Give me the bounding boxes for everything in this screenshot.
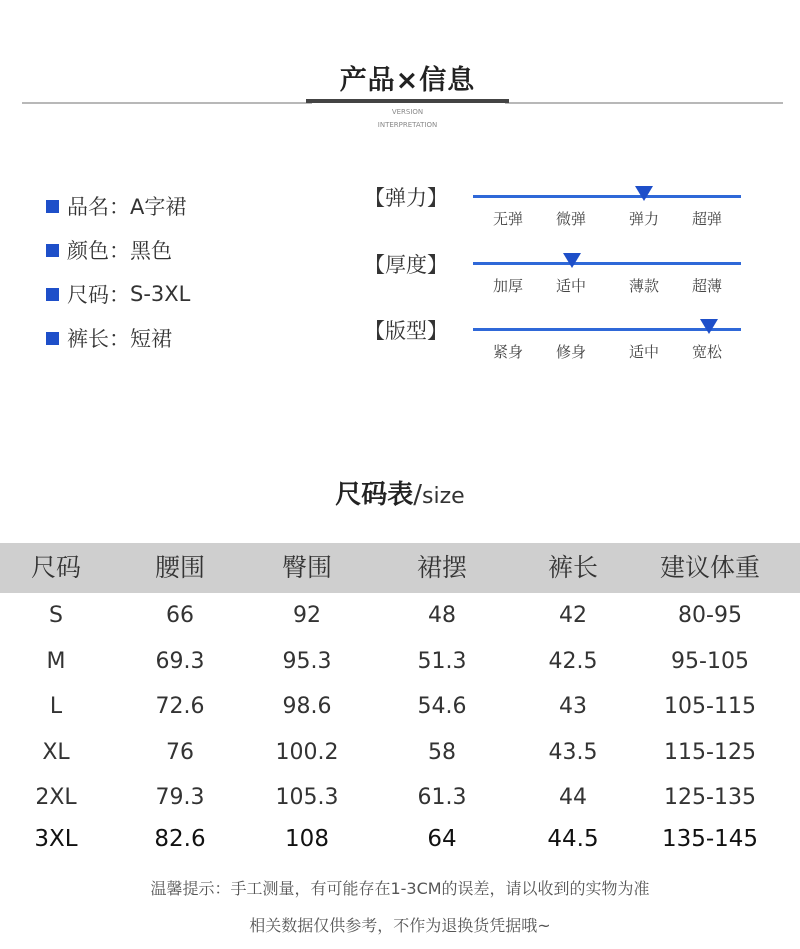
size-chart-title-separator: / [413, 480, 423, 510]
attr-label-elasticity: 【弹力】 [364, 186, 448, 210]
size-label-cell: S [49, 603, 63, 628]
table-cell: 58 [428, 740, 456, 765]
header-rule-left [22, 102, 312, 104]
column-header: 尺码 [30, 553, 81, 582]
attr-option: 超弹 [691, 210, 722, 228]
info-item-name [46, 191, 186, 221]
info-key: 品名 [67, 195, 109, 219]
attr-option: 紧身 [492, 343, 523, 361]
attr-option: 适中 [628, 343, 659, 361]
attr-option: 超薄 [691, 277, 722, 295]
size-label-cell: L [49, 694, 63, 719]
info-item-length [46, 323, 172, 353]
table-cell: 43 [559, 694, 587, 719]
size-chart-title [0, 474, 800, 511]
column-header: 裙摆 [416, 553, 467, 582]
attr-option: 微弹 [555, 210, 586, 228]
info-colon: ： [109, 195, 130, 219]
table-cell: 48 [428, 603, 456, 628]
table-cell: 95-105 [671, 649, 749, 674]
column-header: 腰围 [154, 553, 205, 582]
attr-marker-thickness [563, 253, 581, 268]
info-key: 裤长 [67, 327, 109, 351]
bullet-square-icon [46, 288, 59, 301]
table-cell: 80-95 [678, 603, 742, 628]
info-key: 尺码 [67, 283, 109, 307]
info-value: A字裙 [130, 195, 187, 219]
table-cell: 44.5 [547, 826, 599, 852]
info-item-color [46, 235, 172, 265]
size-chart-title-en: size [422, 484, 465, 509]
table-cell: 105-115 [664, 694, 756, 719]
attr-scale-thickness [473, 262, 741, 265]
attr-option: 无弹 [492, 210, 523, 228]
info-value: 短裙 [130, 327, 172, 351]
reference-note: 相关数据仅供参考，不作为退换货凭据哦~ [249, 916, 551, 935]
table-cell: 42 [559, 603, 587, 628]
table-cell: 42.5 [548, 649, 598, 674]
attr-option: 加厚 [492, 277, 523, 295]
attr-option: 修身 [555, 343, 586, 361]
bullet-square-icon [46, 332, 59, 345]
bullet-square-icon [46, 200, 59, 213]
info-colon: ： [109, 239, 130, 263]
subtitle-version: VERSION [391, 108, 424, 116]
measurement-note: 温馨提示：手工测量，有可能存在1-3CM的误差，请以收到的实物为准 [150, 879, 650, 898]
size-label-cell: 2XL [35, 785, 77, 810]
attr-scale-elasticity [473, 195, 741, 198]
attr-label-thickness: 【厚度】 [364, 253, 448, 277]
table-cell: 135-145 [661, 826, 759, 852]
table-cell: 43.5 [548, 740, 598, 765]
table-cell: 66 [166, 603, 194, 628]
attr-option: 适中 [555, 277, 586, 295]
table-cell: 100.2 [275, 740, 339, 765]
size-label-cell: M [46, 649, 66, 674]
column-header: 裤长 [547, 553, 598, 582]
table-cell: 44 [559, 785, 587, 810]
bullet-square-icon [46, 244, 59, 257]
table-cell: 115-125 [664, 740, 756, 765]
column-header: 建议体重 [659, 553, 760, 582]
table-cell: 79.3 [155, 785, 205, 810]
attr-label-fit: 【版型】 [364, 319, 448, 343]
subtitle-interpretation: INTERPRETATION [377, 121, 438, 129]
table-cell: 51.3 [417, 649, 467, 674]
info-item-size [46, 279, 190, 309]
column-header: 臀围 [281, 553, 332, 582]
info-colon: ： [109, 283, 130, 307]
attr-marker-elasticity [635, 186, 653, 201]
info-key: 颜色 [67, 239, 109, 263]
header-rule-right [505, 102, 783, 104]
table-cell: 92 [293, 603, 321, 628]
attr-option: 宽松 [691, 343, 722, 361]
table-cell: 76 [166, 740, 194, 765]
table-cell: 69.3 [155, 649, 205, 674]
info-value: S-3XL [130, 282, 191, 306]
table-cell: 64 [427, 826, 457, 852]
info-value: 黑色 [130, 239, 172, 263]
table-cell: 61.3 [417, 785, 467, 810]
table-cell: 72.6 [155, 694, 205, 719]
table-cell: 54.6 [417, 694, 467, 719]
attr-marker-fit [700, 319, 718, 334]
size-label-cell: 3XL [34, 826, 78, 852]
attr-option: 弹力 [628, 210, 659, 228]
table-cell: 105.3 [275, 785, 339, 810]
section-title: 产品×信息 [339, 65, 476, 96]
title-underline [306, 99, 509, 103]
table-cell: 95.3 [282, 649, 332, 674]
size-table-header [0, 543, 800, 593]
table-cell: 98.6 [282, 694, 332, 719]
size-label-cell: XL [42, 740, 70, 765]
table-cell: 125-135 [664, 785, 756, 810]
size-chart-title-cn: 尺码表 [335, 480, 414, 510]
table-cell: 82.6 [154, 826, 206, 852]
info-colon: ： [109, 327, 130, 351]
table-cell: 108 [285, 826, 329, 852]
attr-option: 薄款 [628, 277, 659, 295]
